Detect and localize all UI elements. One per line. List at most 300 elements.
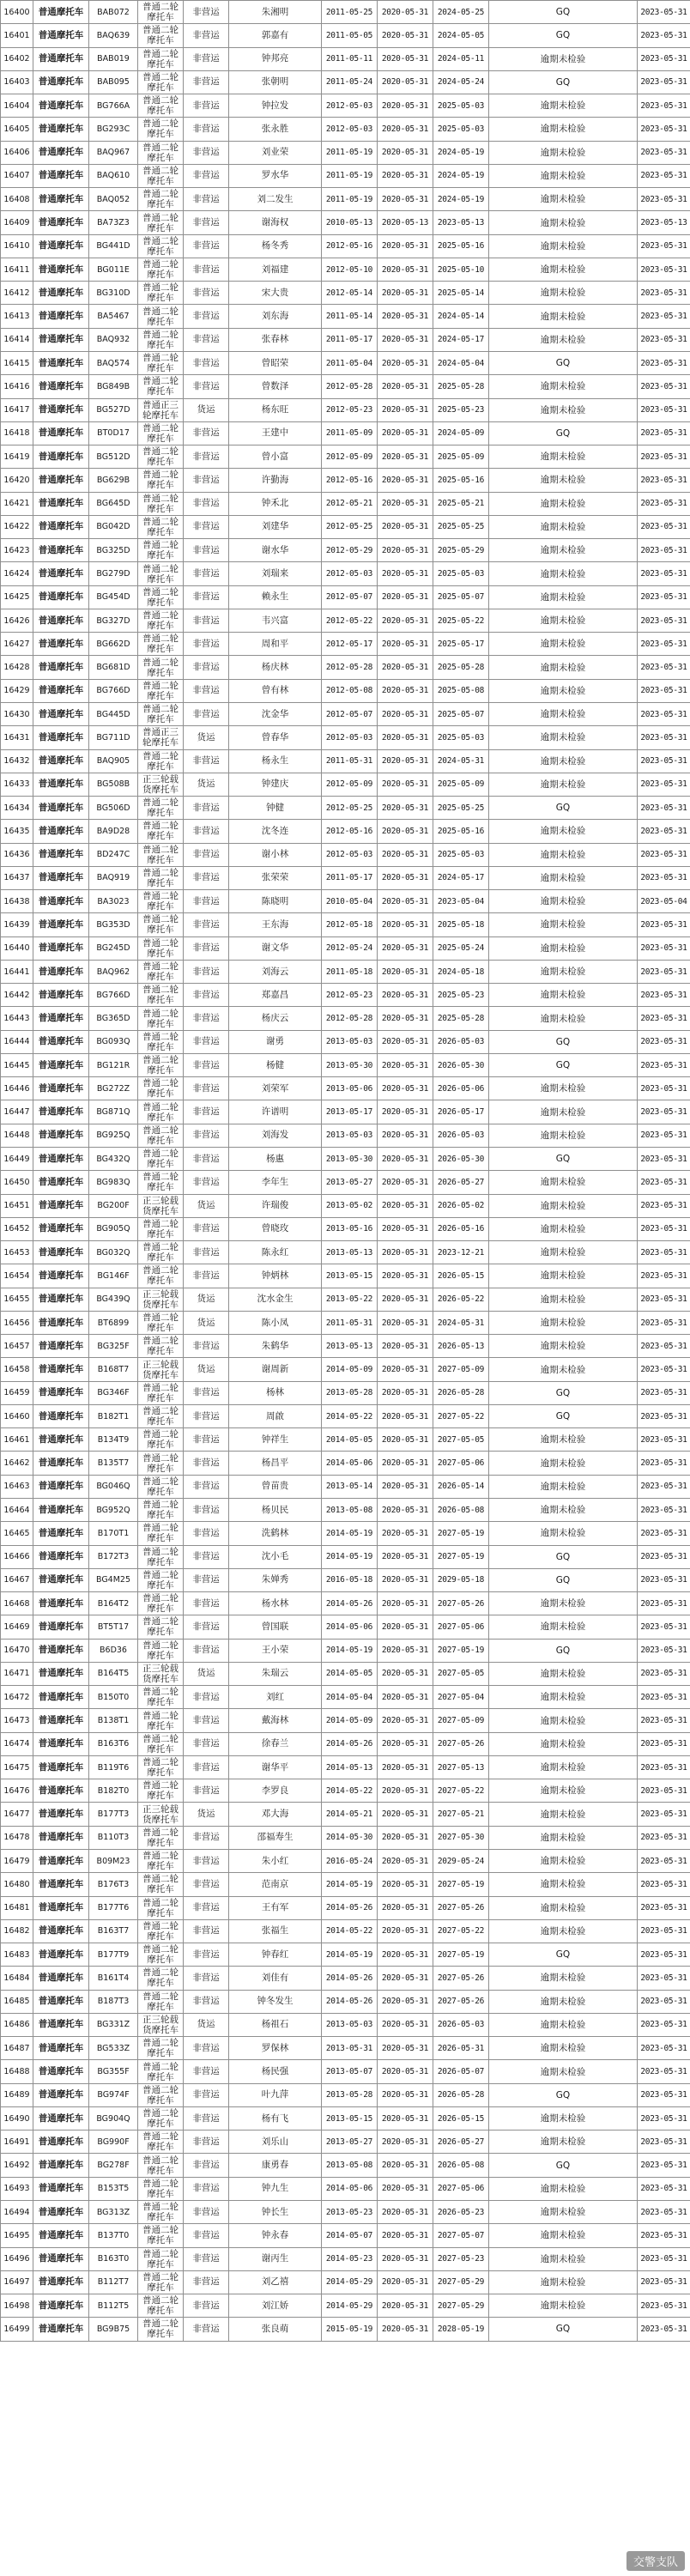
overdue-date-cell: 2023-05-31 (638, 2177, 690, 2200)
serial-number-cell: 16487 (1, 2037, 33, 2060)
vehicle-category-cell: 普通摩托车 (33, 866, 89, 889)
table-row (1, 1967, 690, 1990)
status-cell: GQ (489, 797, 638, 820)
owner-name-cell: 谢华平 (229, 1755, 322, 1779)
usage-type-cell: 非营运 (184, 1335, 229, 1358)
table-row (1, 1662, 690, 1685)
scrap-deadline-cell: 2025-05-28 (433, 1007, 489, 1030)
overdue-date-cell: 2023-05-31 (638, 118, 690, 141)
usage-type-cell: 非营运 (184, 515, 229, 538)
owner-name-cell: 钟九生 (229, 2177, 322, 2200)
vehicle-category-cell: 普通摩托车 (33, 2177, 89, 2200)
owner-name-cell: 徐春兰 (229, 1732, 322, 1755)
serial-number-cell: 16446 (1, 1077, 33, 1100)
serial-number-cell: 16450 (1, 1171, 33, 1194)
usage-type-cell: 非营运 (184, 1381, 229, 1404)
status-cell: 逾期未检验 (489, 1428, 638, 1452)
status-cell: GQ (489, 24, 638, 47)
scrap-deadline-cell: 2027-05-26 (433, 1967, 489, 1990)
table-row (1, 1404, 690, 1427)
overdue-date-cell: 2023-05-31 (638, 2247, 690, 2270)
overdue-date-cell: 2023-05-31 (638, 375, 690, 398)
serial-number-cell: 16482 (1, 1919, 33, 1943)
scrap-deadline-cell: 2027-05-04 (433, 1686, 489, 1709)
serial-number-cell: 16470 (1, 1639, 33, 1662)
watermark-label: 交警支队 (626, 2551, 685, 2571)
scrap-deadline-cell: 2025-05-03 (433, 118, 489, 141)
usage-type-cell: 非营运 (184, 1592, 229, 1615)
vehicle-category-cell: 普通摩托车 (33, 1100, 89, 1124)
usage-type-cell: 非营运 (184, 1452, 229, 1475)
vehicle-model-cell: 普通二轮摩托车 (138, 2154, 184, 2177)
vehicle-category-cell: 普通摩托车 (33, 562, 89, 585)
vehicle-model-cell: 普通二轮摩托车 (138, 515, 184, 538)
status-cell: 逾期未检验 (489, 2247, 638, 2270)
scrap-deadline-cell: 2027-05-05 (433, 1662, 489, 1685)
plate-number-cell: BG439Q (89, 1288, 138, 1311)
registration-date-cell: 2012-05-03 (322, 843, 378, 866)
registration-date-cell: 2012-05-29 (322, 539, 378, 562)
registration-date-cell: 2013-05-08 (322, 2154, 378, 2177)
scrap-deadline-cell: 2027-05-06 (433, 1452, 489, 1475)
registration-date-cell: 2014-05-22 (322, 1404, 378, 1427)
serial-number-cell: 16488 (1, 2060, 33, 2083)
table-row (1, 1896, 690, 1919)
plate-number-cell: B112T5 (89, 2294, 138, 2318)
overdue-date-cell: 2023-05-31 (638, 960, 690, 983)
status-cell: 逾期未检验 (489, 1288, 638, 1311)
owner-name-cell: 杨民强 (229, 2060, 322, 2083)
owner-name-cell: 韦兴富 (229, 609, 322, 632)
usage-type-cell: 非营运 (184, 1428, 229, 1452)
vehicle-category-cell: 普通摩托车 (33, 351, 89, 374)
table-row (1, 2106, 690, 2130)
owner-name-cell: 谢海权 (229, 211, 322, 234)
table-row (1, 562, 690, 585)
status-cell: 逾期未检验 (489, 1241, 638, 1264)
overdue-date-cell: 2023-05-31 (638, 1194, 690, 1217)
scrap-deadline-cell: 2024-05-24 (433, 70, 489, 94)
table-row (1, 141, 690, 164)
vehicle-category-cell: 普通摩托车 (33, 47, 89, 70)
status-cell: 逾期未检验 (489, 1499, 638, 1522)
vehicle-model-cell: 普通二轮摩托车 (138, 2083, 184, 2106)
serial-number-cell: 16466 (1, 1545, 33, 1568)
owner-name-cell: 沈冬连 (229, 820, 322, 843)
usage-type-cell: 非营运 (184, 2060, 229, 2083)
owner-name-cell: 杨庆林 (229, 656, 322, 679)
table-row (1, 94, 690, 118)
table-row (1, 2154, 690, 2177)
owner-name-cell: 张荣荣 (229, 866, 322, 889)
vehicle-category-cell: 普通摩托车 (33, 2154, 89, 2177)
table-row (1, 1428, 690, 1452)
status-cell: GQ (489, 2154, 638, 2177)
overdue-date-cell: 2023-05-04 (638, 890, 690, 913)
vehicle-category-cell: 普通摩托车 (33, 820, 89, 843)
status-cell: 逾期未检验 (489, 1171, 638, 1194)
owner-name-cell: 王建中 (229, 421, 322, 445)
owner-name-cell: 谢勇 (229, 1030, 322, 1053)
serial-number-cell: 16448 (1, 1124, 33, 1147)
vehicle-model-cell: 普通二轮摩托车 (138, 702, 184, 725)
scrap-deadline-cell: 2027-05-06 (433, 1615, 489, 1639)
plate-number-cell: BG527D (89, 398, 138, 421)
serial-number-cell: 16443 (1, 1007, 33, 1030)
owner-name-cell: 钟建庆 (229, 773, 322, 796)
scrap-deadline-cell: 2026-05-27 (433, 1171, 489, 1194)
status-cell: 逾期未检验 (489, 492, 638, 515)
owner-name-cell: 谢水华 (229, 539, 322, 562)
registration-date-cell: 2013-05-27 (322, 2131, 378, 2154)
scrap-deadline-cell: 2027-05-05 (433, 1428, 489, 1452)
serial-number-cell: 16436 (1, 843, 33, 866)
serial-number-cell: 16400 (1, 1, 33, 24)
registration-date-cell: 2012-05-03 (322, 726, 378, 749)
plate-number-cell: BAB019 (89, 47, 138, 70)
registration-date-cell: 2013-05-15 (322, 2106, 378, 2130)
registration-date-cell: 2011-05-17 (322, 866, 378, 889)
table-row (1, 1171, 690, 1194)
status-cell: 逾期未检验 (489, 282, 638, 305)
table-row (1, 2083, 690, 2106)
status-cell: 逾期未检验 (489, 1100, 638, 1124)
inspection-expiry-cell: 2020-05-31 (378, 282, 433, 305)
scrap-deadline-cell: 2025-05-17 (433, 633, 489, 656)
table-row (1, 1919, 690, 1943)
status-cell: GQ (489, 1943, 638, 1967)
owner-name-cell: 张永胜 (229, 118, 322, 141)
scrap-deadline-cell: 2025-05-08 (433, 679, 489, 702)
registration-date-cell: 2011-05-14 (322, 305, 378, 328)
usage-type-cell: 非营运 (184, 1053, 229, 1076)
vehicle-model-cell: 普通二轮摩托车 (138, 1686, 184, 1709)
status-cell: 逾期未检验 (489, 398, 638, 421)
serial-number-cell: 16430 (1, 702, 33, 725)
serial-number-cell: 16456 (1, 1311, 33, 1334)
inspection-expiry-cell: 2020-05-31 (378, 1499, 433, 1522)
table-row (1, 70, 690, 94)
overdue-date-cell: 2023-05-31 (638, 2106, 690, 2130)
table-row (1, 960, 690, 983)
owner-name-cell: 邓大海 (229, 1803, 322, 1826)
inspection-expiry-cell: 2020-05-31 (378, 2247, 433, 2270)
vehicle-category-cell: 普通摩托车 (33, 2037, 89, 2060)
overdue-date-cell: 2023-05-31 (638, 234, 690, 258)
table-row (1, 1452, 690, 1475)
vehicle-model-cell: 普通二轮摩托车 (138, 1639, 184, 1662)
owner-name-cell: 周啟 (229, 1404, 322, 1427)
owner-name-cell: 郑嘉昌 (229, 984, 322, 1007)
scrap-deadline-cell: 2027-05-29 (433, 2270, 489, 2294)
registration-date-cell: 2014-05-26 (322, 1967, 378, 1990)
table-row (1, 1568, 690, 1591)
usage-type-cell: 非营运 (184, 820, 229, 843)
owner-name-cell: 陈永红 (229, 1241, 322, 1264)
vehicle-model-cell: 普通二轮摩托车 (138, 305, 184, 328)
owner-name-cell: 曾有林 (229, 679, 322, 702)
registration-date-cell: 2014-05-06 (322, 1452, 378, 1475)
table-row (1, 2200, 690, 2223)
table-row (1, 1217, 690, 1240)
status-cell: GQ (489, 70, 638, 94)
registration-date-cell: 2012-05-25 (322, 797, 378, 820)
inspection-expiry-cell: 2020-05-31 (378, 1592, 433, 1615)
overdue-date-cell: 2023-05-31 (638, 773, 690, 796)
table-row (1, 1943, 690, 1967)
vehicle-category-cell: 普通摩托车 (33, 1264, 89, 1288)
registration-date-cell: 2014-05-26 (322, 1990, 378, 2013)
serial-number-cell: 16403 (1, 70, 33, 94)
vehicle-category-cell: 普通摩托车 (33, 1803, 89, 1826)
table-row (1, 282, 690, 305)
usage-type-cell: 非营运 (184, 913, 229, 936)
status-cell: 逾期未检验 (489, 2224, 638, 2247)
registration-date-cell: 2012-05-23 (322, 984, 378, 1007)
overdue-date-cell: 2023-05-31 (638, 1662, 690, 1685)
overdue-date-cell: 2023-05-31 (638, 936, 690, 960)
plate-number-cell: BG766A (89, 94, 138, 118)
registration-date-cell: 2012-05-16 (322, 820, 378, 843)
scrap-deadline-cell: 2025-05-16 (433, 820, 489, 843)
vehicle-category-cell: 普通摩托车 (33, 1053, 89, 1076)
scrap-deadline-cell: 2027-05-21 (433, 1803, 489, 1826)
vehicle-model-cell: 普通二轮摩托车 (138, 2106, 184, 2130)
inspection-expiry-cell: 2020-05-31 (378, 421, 433, 445)
overdue-date-cell: 2023-05-31 (638, 679, 690, 702)
usage-type-cell: 非营运 (184, 118, 229, 141)
vehicle-category-cell: 普通摩托车 (33, 1686, 89, 1709)
plate-number-cell: B153T5 (89, 2177, 138, 2200)
overdue-date-cell: 2023-05-31 (638, 843, 690, 866)
status-cell: 逾期未检验 (489, 1755, 638, 1779)
status-cell: 逾期未检验 (489, 1335, 638, 1358)
status-cell: 逾期未检验 (489, 118, 638, 141)
overdue-date-cell: 2023-05-31 (638, 492, 690, 515)
status-cell: GQ (489, 1639, 638, 1662)
overdue-date-cell: 2023-05-31 (638, 726, 690, 749)
table-row (1, 445, 690, 469)
plate-number-cell: BG925Q (89, 1124, 138, 1147)
vehicle-category-cell: 普通摩托车 (33, 1124, 89, 1147)
serial-number-cell: 16408 (1, 188, 33, 211)
scrap-deadline-cell: 2024-05-04 (433, 351, 489, 374)
scrap-deadline-cell: 2025-05-18 (433, 913, 489, 936)
status-cell: 逾期未检验 (489, 984, 638, 1007)
owner-name-cell: 朱鹤华 (229, 1335, 322, 1358)
table-row (1, 609, 690, 632)
registration-date-cell: 2013-05-28 (322, 2083, 378, 2106)
serial-number-cell: 16479 (1, 1849, 33, 1872)
inspection-expiry-cell: 2020-05-31 (378, 1545, 433, 1568)
inspection-expiry-cell: 2020-05-31 (378, 1171, 433, 1194)
table-row (1, 1030, 690, 1053)
scrap-deadline-cell: 2025-05-03 (433, 843, 489, 866)
plate-number-cell: BAQ962 (89, 960, 138, 983)
usage-type-cell: 非营运 (184, 2083, 229, 2106)
scrap-deadline-cell: 2026-05-30 (433, 1053, 489, 1076)
vehicle-model-cell: 普通二轮摩托车 (138, 2060, 184, 2083)
overdue-date-cell: 2023-05-31 (638, 585, 690, 609)
plate-number-cell: BG353D (89, 913, 138, 936)
scrap-deadline-cell: 2024-05-05 (433, 24, 489, 47)
owner-name-cell: 钟永春 (229, 2224, 322, 2247)
registration-date-cell: 2014-05-19 (322, 1873, 378, 1896)
serial-number-cell: 16449 (1, 1148, 33, 1171)
usage-type-cell: 非营运 (184, 585, 229, 609)
overdue-date-cell: 2023-05-31 (638, 633, 690, 656)
table-row (1, 2037, 690, 2060)
inspection-expiry-cell: 2020-05-31 (378, 141, 433, 164)
plate-number-cell: B163T7 (89, 1919, 138, 1943)
owner-name-cell: 赖永生 (229, 585, 322, 609)
overdue-date-cell: 2023-05-31 (638, 2294, 690, 2318)
usage-type-cell: 货运 (184, 1662, 229, 1685)
registration-date-cell: 2013-05-31 (322, 2037, 378, 2060)
table-row (1, 797, 690, 820)
registration-date-cell: 2013-05-28 (322, 1381, 378, 1404)
usage-type-cell: 非营运 (184, 1849, 229, 1872)
usage-type-cell: 非营运 (184, 1077, 229, 1100)
serial-number-cell: 16454 (1, 1264, 33, 1288)
inspection-expiry-cell: 2020-05-31 (378, 797, 433, 820)
owner-name-cell: 刘荣军 (229, 1077, 322, 1100)
vehicle-category-cell: 普通摩托车 (33, 679, 89, 702)
scrap-deadline-cell: 2027-05-26 (433, 1896, 489, 1919)
overdue-date-cell: 2023-05-31 (638, 1428, 690, 1452)
usage-type-cell: 货运 (184, 1358, 229, 1381)
scrap-deadline-cell: 2024-05-18 (433, 960, 489, 983)
overdue-date-cell: 2023-05-31 (638, 1709, 690, 1732)
usage-type-cell: 非营运 (184, 1755, 229, 1779)
owner-name-cell: 杨贝民 (229, 1499, 322, 1522)
vehicle-model-cell: 普通二轮摩托车 (138, 633, 184, 656)
plate-number-cell: BG974F (89, 2083, 138, 2106)
scrap-deadline-cell: 2029-05-24 (433, 1849, 489, 1872)
plate-number-cell: B187T3 (89, 1990, 138, 2013)
status-cell: 逾期未检验 (489, 1967, 638, 1990)
inspection-expiry-cell: 2020-05-31 (378, 2037, 433, 2060)
serial-number-cell: 16483 (1, 1943, 33, 1967)
plate-number-cell: B182T0 (89, 1779, 138, 1803)
overdue-date-cell: 2023-05-31 (638, 1499, 690, 1522)
table-row (1, 2318, 690, 2341)
vehicle-model-cell: 普通二轮摩托车 (138, 797, 184, 820)
vehicle-category-cell: 普通摩托车 (33, 1, 89, 24)
owner-name-cell: 曾昭荣 (229, 351, 322, 374)
registration-date-cell: 2014-05-21 (322, 1803, 378, 1826)
registration-date-cell: 2012-05-07 (322, 702, 378, 725)
scrap-deadline-cell: 2025-05-16 (433, 234, 489, 258)
status-cell: 逾期未检验 (489, 515, 638, 538)
plate-number-cell: BG331Z (89, 2013, 138, 2036)
vehicle-model-cell: 普通二轮摩托车 (138, 1171, 184, 1194)
serial-number-cell: 16421 (1, 492, 33, 515)
scrap-deadline-cell: 2026-05-30 (433, 1148, 489, 1171)
overdue-date-cell: 2023-05-31 (638, 1404, 690, 1427)
owner-name-cell: 许勤海 (229, 469, 322, 492)
plate-number-cell: BG506D (89, 797, 138, 820)
vehicle-model-cell: 正三轮载货摩托车 (138, 2013, 184, 2036)
inspection-expiry-cell: 2020-05-31 (378, 1943, 433, 1967)
plate-number-cell: BG272Z (89, 1077, 138, 1100)
status-cell: 逾期未检验 (489, 2037, 638, 2060)
table-row (1, 2013, 690, 2036)
vehicle-model-cell: 普通二轮摩托车 (138, 1030, 184, 1053)
plate-number-cell: BG310D (89, 282, 138, 305)
vehicle-category-cell: 普通摩托车 (33, 118, 89, 141)
table-row (1, 492, 690, 515)
vehicle-model-cell: 普通二轮摩托车 (138, 1943, 184, 1967)
plate-number-cell: BAB095 (89, 70, 138, 94)
plate-number-cell: BG983Q (89, 1171, 138, 1194)
plate-number-cell: B135T7 (89, 1452, 138, 1475)
registration-date-cell: 2013-05-17 (322, 1100, 378, 1124)
table-row (1, 1381, 690, 1404)
vehicle-model-cell: 普通二轮摩托车 (138, 1755, 184, 1779)
inspection-expiry-cell: 2020-05-31 (378, 258, 433, 281)
registration-date-cell: 2012-05-28 (322, 1007, 378, 1030)
owner-name-cell: 杨有飞 (229, 2106, 322, 2130)
vehicle-category-cell: 普通摩托车 (33, 2270, 89, 2294)
vehicle-model-cell: 普通二轮摩托车 (138, 679, 184, 702)
table-row (1, 936, 690, 960)
vehicle-category-cell: 普通摩托车 (33, 469, 89, 492)
usage-type-cell: 非营运 (184, 47, 229, 70)
usage-type-cell: 非营运 (184, 211, 229, 234)
overdue-date-cell: 2023-05-31 (638, 1171, 690, 1194)
registration-date-cell: 2012-05-16 (322, 234, 378, 258)
table-row (1, 702, 690, 725)
serial-number-cell: 16468 (1, 1592, 33, 1615)
inspection-expiry-cell: 2020-05-31 (378, 679, 433, 702)
usage-type-cell: 非营运 (184, 1615, 229, 1639)
owner-name-cell: 钟冬发生 (229, 1990, 322, 2013)
vehicle-model-cell: 普通二轮摩托车 (138, 1428, 184, 1452)
plate-number-cell: BAQ052 (89, 188, 138, 211)
status-cell: 逾期未检验 (489, 2270, 638, 2294)
vehicle-category-cell: 普通摩托车 (33, 1896, 89, 1919)
owner-name-cell: 钟邦亮 (229, 47, 322, 70)
plate-number-cell: BD247C (89, 843, 138, 866)
table-row (1, 1288, 690, 1311)
inspection-expiry-cell: 2020-05-31 (378, 1381, 433, 1404)
usage-type-cell: 货运 (184, 1194, 229, 1217)
serial-number-cell: 16484 (1, 1967, 33, 1990)
scrap-deadline-cell: 2026-05-03 (433, 1124, 489, 1147)
serial-number-cell: 16497 (1, 2270, 33, 2294)
usage-type-cell: 非营运 (184, 1873, 229, 1896)
vehicle-category-cell: 普通摩托车 (33, 797, 89, 820)
status-cell: GQ (489, 1148, 638, 1171)
vehicle-model-cell: 普通二轮摩托车 (138, 2318, 184, 2341)
status-cell: 逾期未检验 (489, 1686, 638, 1709)
plate-number-cell: BG849B (89, 375, 138, 398)
vehicle-category-cell: 普通摩托车 (33, 1077, 89, 1100)
vehicle-category-cell: 普通摩托车 (33, 1522, 89, 1545)
status-cell: 逾期未检验 (489, 469, 638, 492)
inspection-expiry-cell: 2020-05-31 (378, 562, 433, 585)
owner-name-cell: 朱湘明 (229, 1, 322, 24)
registration-date-cell: 2011-05-31 (322, 1311, 378, 1334)
vehicle-model-cell: 普通二轮摩托车 (138, 1779, 184, 1803)
usage-type-cell: 非营运 (184, 539, 229, 562)
vehicle-model-cell: 普通二轮摩托车 (138, 1335, 184, 1358)
status-cell: GQ (489, 1545, 638, 1568)
inspection-expiry-cell: 2020-05-31 (378, 1335, 433, 1358)
plate-number-cell: BG279D (89, 562, 138, 585)
scrap-deadline-cell: 2027-05-09 (433, 1709, 489, 1732)
